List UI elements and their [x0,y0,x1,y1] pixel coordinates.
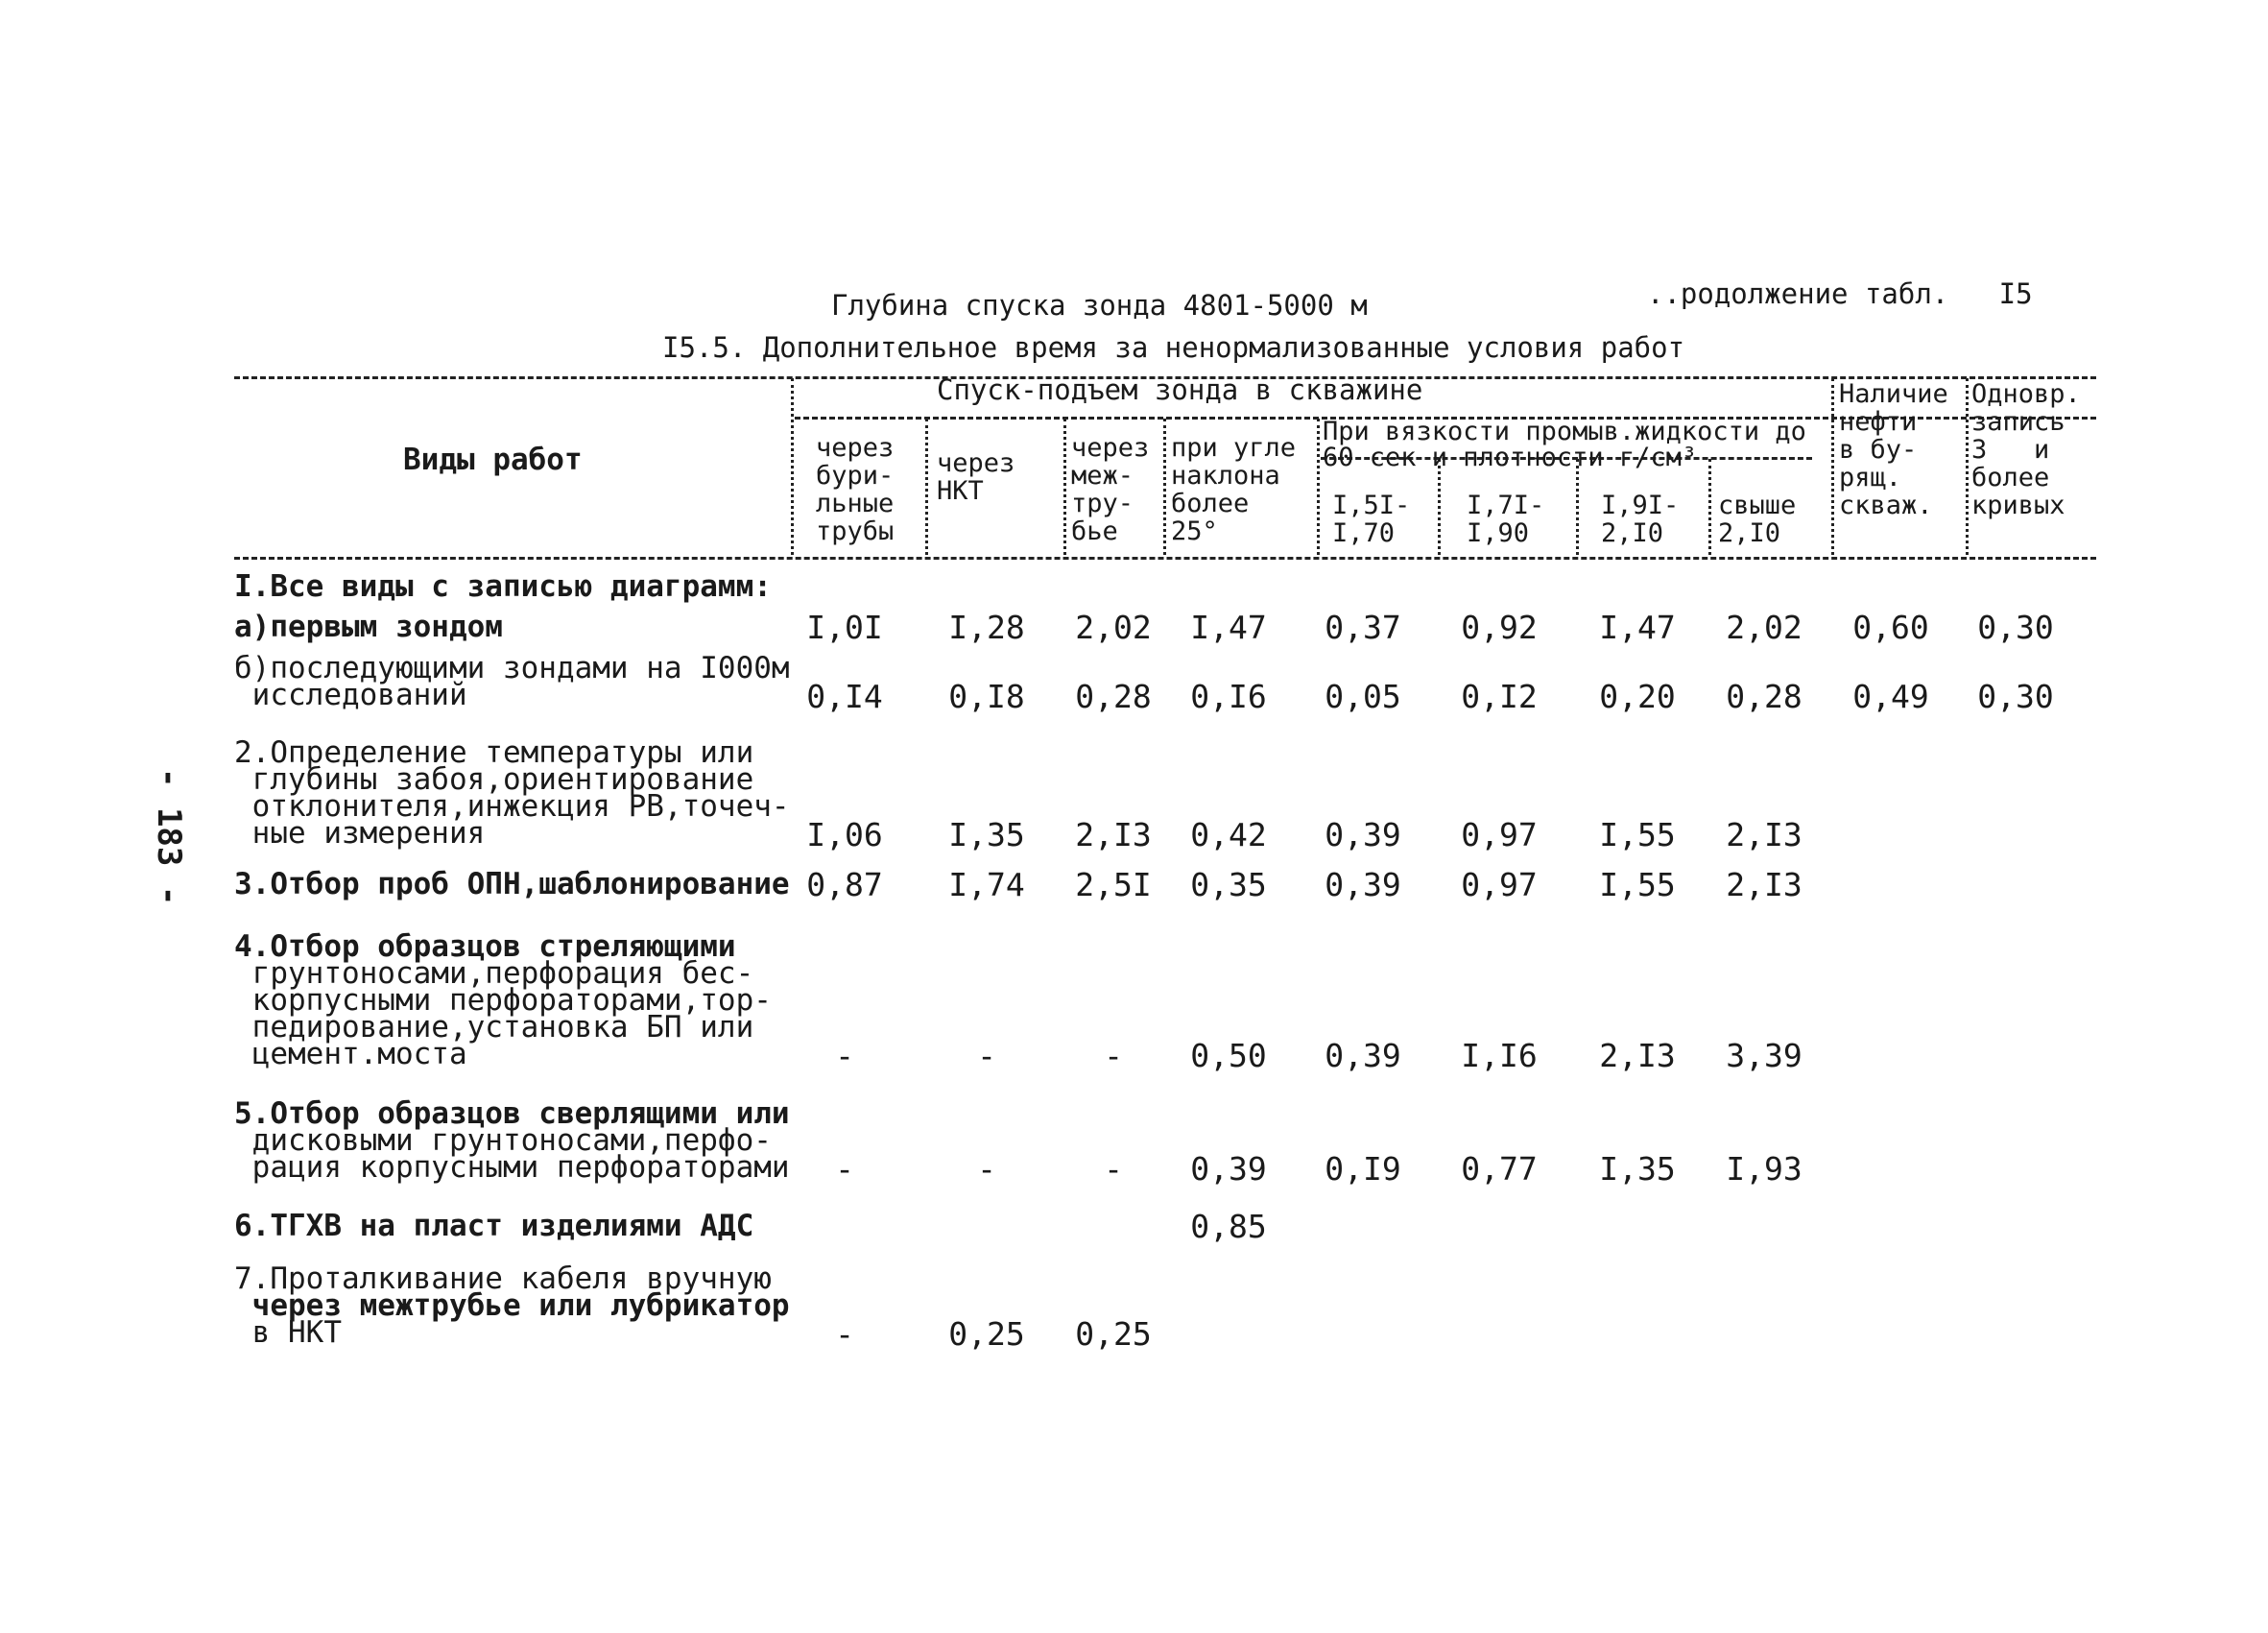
table-cell: 2,I3 [1726,866,1802,903]
row-label-line: I.Все виды с записью диаграмм: [234,569,772,604]
row-label [234,1209,754,1243]
row-label-line: 5.Отбор образцов сверлящими или [234,1096,790,1131]
row-label-line: педирование,установка БП или [234,1010,754,1045]
header-line: через [816,433,895,463]
table-cell: 0,97 [1461,816,1538,853]
header-line: рящ. [1839,463,1902,492]
table-cell: - [835,1150,854,1188]
table-cell: 0,35 [1190,866,1267,903]
section-title: I5.5. Дополнительное время за ненормализованные условия работ [662,331,1685,364]
header-line: нефти [1839,407,1918,437]
header-line: трубы [816,516,895,546]
table-cell: 2,02 [1726,609,1802,646]
col-separator [1708,459,1711,555]
table-cell: 0,39 [1325,1037,1401,1074]
row-label [234,651,790,712]
table-cell: 0,25 [1075,1315,1152,1353]
row-label-line: 3.Отбор проб ОПН,шаблонирование [234,867,790,901]
row-label-line: б)последующими зондами на I000м [234,651,790,685]
header-col-density-2 [1467,492,1544,547]
table-cell: 0,20 [1599,678,1676,715]
row-label [234,569,772,604]
table-cell: 0,28 [1075,678,1152,715]
table-cell: - [977,1150,996,1188]
header-line: I,7I- [1467,491,1545,520]
col-separator [1438,459,1441,555]
row-label-line: 6.ТГХВ на пласт изделиями АДС [234,1209,754,1243]
table-cell: 0,85 [1190,1208,1267,1245]
table-cell: I,93 [1726,1150,1802,1188]
header-line: I,70 [1332,518,1396,548]
row-label-line: цемент.моста [234,1037,467,1071]
header-bottom-rule [234,557,2096,560]
header-line: более [1971,463,2050,492]
col-separator [1576,459,1579,555]
table-cell: 0,05 [1325,678,1401,715]
table-cell: - [1104,1150,1123,1188]
col-separator [791,378,794,555]
header-col-annulus [1071,434,1149,545]
header-viscosity-group: При вязкости промыв.жидкости до 60 сек и плотности г/см³ [1323,417,1806,472]
row-label-line: 4.Отбор образцов стреляющими [234,929,736,964]
table-cell: 0,28 [1726,678,1802,715]
table-cell: 2,02 [1075,609,1152,646]
table-cell: 0,I2 [1461,678,1538,715]
header-line: свыше [1718,491,1797,520]
table-cell: I,74 [948,866,1025,903]
table-cell: 0,60 [1852,609,1929,646]
header-line: I,9I- [1601,491,1680,520]
row-label-line: исследований [234,678,467,712]
row-label-line: а)первым зондом [234,610,503,644]
row-label-line: отклонителя,инжекция РВ,точеч- [234,789,790,824]
table-cell: - [835,1315,854,1353]
row-label-line: грунтоносами,перфорация бес- [234,956,754,991]
header-line: наклона [1171,461,1280,491]
table-cell: I,35 [948,816,1025,853]
col-separator [1317,419,1320,555]
header-col-density-3 [1601,492,1679,547]
row-label-line: дисковыми грунтоносами,перфо- [234,1123,772,1158]
table-cell: 0,39 [1190,1150,1267,1188]
header-line: НКТ [937,476,984,506]
header-line: скваж. [1839,491,1933,520]
table-cell: 0,39 [1325,866,1401,903]
header-col-density-4 [1718,492,1796,547]
table-cell: - [977,1037,996,1074]
col-separator [1966,378,1969,555]
header-col-nkt [937,449,1015,505]
header-line: через [1071,433,1150,463]
header-line: запись [1971,407,2065,437]
row-label-line: корпусными перфораторами,тор- [234,983,772,1018]
row-label-line: ные измерения [234,816,486,851]
table-cell: 0,I9 [1325,1150,1401,1188]
header-col-density-1 [1332,492,1410,547]
header-line: более [1171,489,1250,518]
row-label-line: 7.Проталкивание кабеля вручную [234,1261,772,1296]
continuation-label: ..родолжение табл. I5 [1647,277,2033,310]
header-line: I,90 [1467,518,1530,548]
table-cell: 0,97 [1461,866,1538,903]
row-label-line: рация корпусными перфораторами [234,1150,790,1185]
header-line: льные [816,489,895,518]
header-line: Наличие [1839,379,1948,409]
table-cell: - [835,1037,854,1074]
table-cell: I,47 [1599,609,1676,646]
table-cell: 0,92 [1461,609,1538,646]
header-line: при угле [1171,433,1297,463]
col-separator [1831,378,1834,555]
depth-title: Глубина спуска зонда 4801-5000 м [831,289,1368,322]
header-line: кривых [1971,491,2065,520]
table-cell: 0,37 [1325,609,1401,646]
row-label [234,612,503,642]
header-line: в бу- [1839,435,1918,465]
row-label [234,735,790,851]
col-separator [1063,419,1066,555]
table-cell: 0,50 [1190,1037,1267,1074]
header-col-oil [1839,380,1948,519]
table-cell: I,0I [806,609,883,646]
row-label [234,929,772,1071]
header-line: бье [1071,516,1118,546]
table-cell: 2,I3 [1726,816,1802,853]
header-col-angle [1171,434,1296,545]
row-label-line: в НКТ [234,1315,342,1350]
table-cell: 2,I3 [1599,1037,1676,1074]
table-cell: I,06 [806,816,883,853]
table-cell: 3,39 [1726,1037,1802,1074]
header-line: 25° [1171,516,1218,546]
header-line: через [937,448,1015,478]
row-label [234,867,790,901]
header-line: 2,I0 [1601,518,1664,548]
table-cell: 0,39 [1325,816,1401,853]
side-page-number: - 183 - [150,768,188,906]
header-col-simultaneous [1971,380,2081,519]
table-cell: 2,I3 [1075,816,1152,853]
table-cell: I,28 [948,609,1025,646]
header-line: бури- [816,461,895,491]
table-cell: 0,I8 [948,678,1025,715]
row-label-line: 2.Определение температуры или [234,735,754,770]
header-line: Одновр. [1971,379,2081,409]
header-col-drill-pipes [816,434,894,545]
table-cell: I,35 [1599,1150,1676,1188]
table-cell: 0,77 [1461,1150,1538,1188]
table-cell: 0,30 [1977,609,2054,646]
header-line: I,5I- [1332,491,1411,520]
row-label-line: глубины забоя,ориентирование [234,762,754,797]
table-cell: 0,25 [948,1315,1025,1353]
row-label [234,1261,790,1350]
header-descent-group: Спуск-подъем зонда в скважине [937,373,1423,406]
table-cell: 0,I4 [806,678,883,715]
row-label-line: через межтрубье или лубрикатор [234,1288,790,1323]
table-cell: I,47 [1190,609,1267,646]
table-cell: I,55 [1599,866,1676,903]
header-line: 2,I0 [1718,518,1781,548]
table-cell: 0,49 [1852,678,1929,715]
header-line: меж- [1071,461,1134,491]
header-line: 3 и [1971,435,2050,465]
table-cell: 0,30 [1977,678,2054,715]
row-label [234,1096,790,1185]
table-cell: I,55 [1599,816,1676,853]
table-cell: 2,5I [1075,866,1152,903]
table-cell: I,I6 [1461,1037,1538,1074]
col-separator [1163,419,1166,555]
table-cell: 0,I6 [1190,678,1267,715]
table-cell: 0,42 [1190,816,1267,853]
header-line: тру- [1071,489,1134,518]
table-cell: 0,87 [806,866,883,903]
header-work-types: Виды работ [403,443,583,477]
col-separator [925,419,928,555]
table-cell: - [1104,1037,1123,1074]
